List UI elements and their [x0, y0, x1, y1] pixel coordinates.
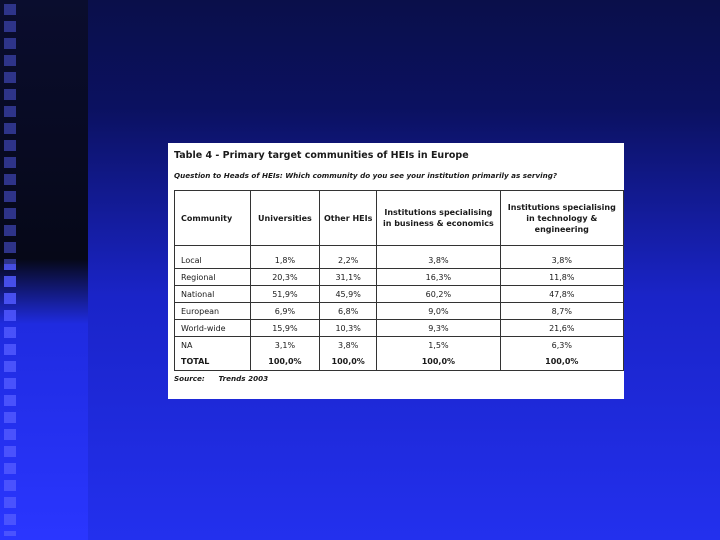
cell-total-other: 100,0%	[320, 353, 377, 371]
cell-total-technology: 100,0%	[500, 353, 623, 371]
cell-technology: 8,7%	[500, 303, 623, 320]
cell-business: 9,0%	[377, 303, 500, 320]
header-business: Institutions specialising in business & economics	[377, 191, 500, 246]
cell-universities: 6,9%	[250, 303, 319, 320]
table-question: Question to Heads of HEIs: Which community do you see your institution primarily as serving?	[174, 171, 558, 180]
cell-business: 3,8%	[377, 246, 500, 269]
cell-community: Regional	[175, 269, 251, 286]
cell-community: NA	[175, 337, 251, 354]
cell-universities: 1,8%	[250, 246, 319, 269]
cell-other: 31,1%	[320, 269, 377, 286]
header-technology: Institutions specialising in technology & engineering	[500, 191, 623, 246]
table-panel	[168, 143, 624, 399]
cell-other: 6,8%	[320, 303, 377, 320]
total-row	[175, 353, 624, 371]
cell-universities: 3,1%	[250, 337, 319, 354]
cell-other: 2,2%	[320, 246, 377, 269]
cell-universities: 51,9%	[250, 286, 319, 303]
header-row	[175, 191, 624, 246]
header-other-heis: Other HEIs	[320, 191, 377, 246]
cell-business: 1,5%	[377, 337, 500, 354]
cell-technology: 21,6%	[500, 320, 623, 337]
bullet-squares-column-dark	[4, 4, 16, 264]
cell-business: 60,2%	[377, 286, 500, 303]
cell-other: 10,3%	[320, 320, 377, 337]
cell-business: 16,3%	[377, 269, 500, 286]
table-row	[175, 337, 624, 354]
cell-technology: 6,3%	[500, 337, 623, 354]
cell-community: Local	[175, 246, 251, 269]
source-line	[174, 374, 618, 383]
table-row	[175, 303, 624, 320]
source-value: Trends 2003	[218, 374, 269, 383]
cell-technology: 47,8%	[500, 286, 623, 303]
cell-other: 45,9%	[320, 286, 377, 303]
cell-business: 9,3%	[377, 320, 500, 337]
table-row	[175, 269, 624, 286]
data-table	[174, 190, 624, 371]
cell-total-label: TOTAL	[175, 353, 251, 371]
table-row	[175, 286, 624, 303]
header-community: Community	[175, 191, 251, 246]
source-label: Source:	[174, 374, 205, 383]
cell-universities: 20,3%	[250, 269, 319, 286]
cell-technology: 11,8%	[500, 269, 623, 286]
cell-universities: 15,9%	[250, 320, 319, 337]
table-row	[175, 246, 624, 269]
cell-other: 3,8%	[320, 337, 377, 354]
cell-community: National	[175, 286, 251, 303]
cell-community: World-wide	[175, 320, 251, 337]
cell-community: European	[175, 303, 251, 320]
header-universities: Universities	[250, 191, 319, 246]
table-row	[175, 320, 624, 337]
cell-technology: 3,8%	[500, 246, 623, 269]
table-title: Table 4 - Primary target communities of HEIs in Europe	[174, 150, 469, 161]
cell-total-universities: 100,0%	[250, 353, 319, 371]
cell-total-business: 100,0%	[377, 353, 500, 371]
